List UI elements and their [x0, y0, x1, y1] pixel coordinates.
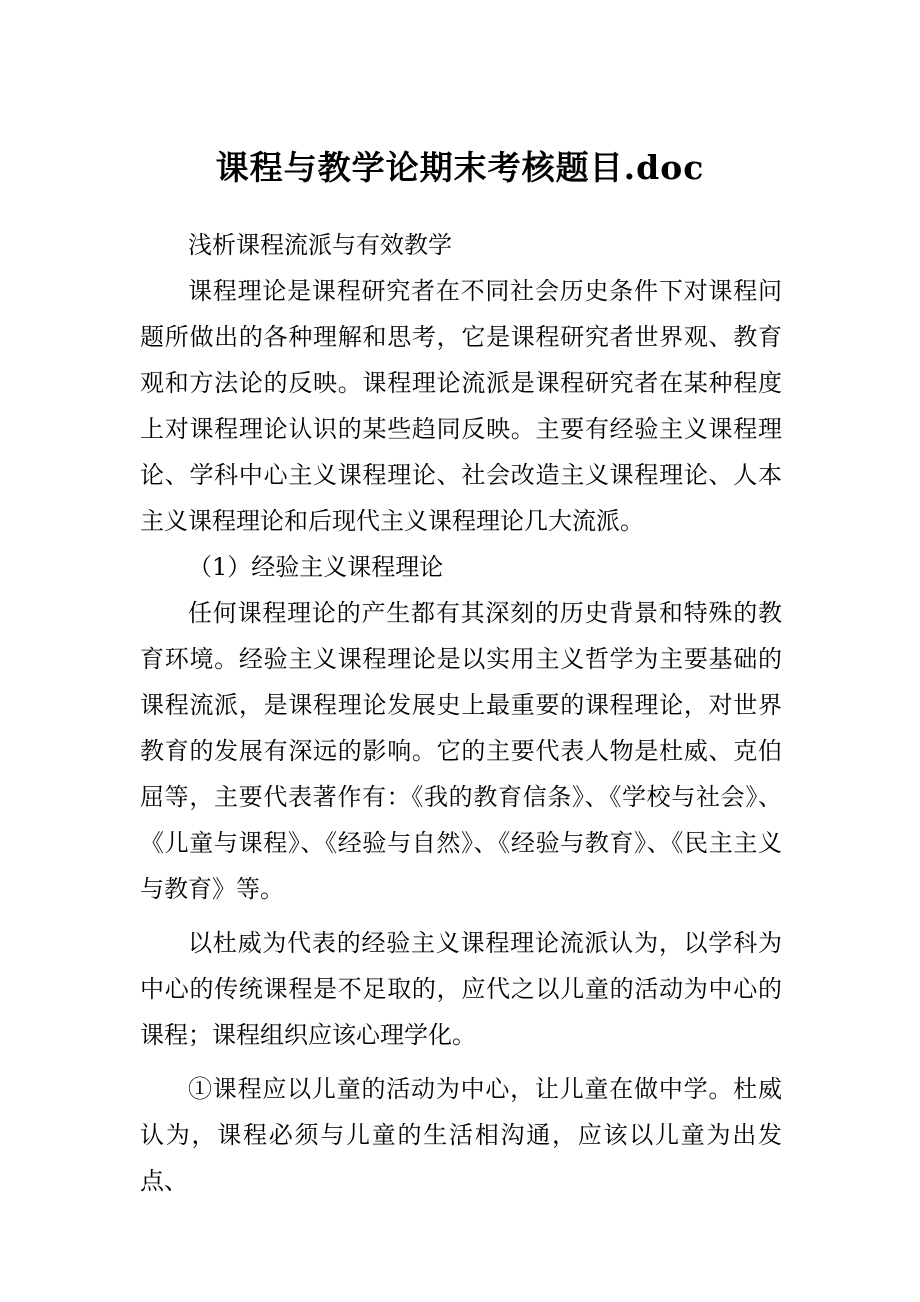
- document-title: 课程与教学论期末考核题目.doc: [215, 148, 705, 187]
- paragraph-point-1: ①课程应以儿童的活动为中心，让儿童在做中学。杜威认为，课程必须与儿童的生活相沟通，应该以儿童为出发点、: [140, 1075, 782, 1195]
- subsection-heading: （1）经验主义课程理论: [188, 553, 444, 581]
- paragraph-intro: 课程理论是课程研究者在不同社会历史条件下对课程问题所做出的各种理解和思考，它是课程研究者世界观、教育观和方法论的反映。课程理论流派是课程研究者在某种程度上对课程理论认识的某些趋同反映。主要有经验主义课程理论、学科中心主义课程理论、社会改造主义课程理论、人本主义课程理论和后现代主义课程理论几大流派。: [140, 277, 782, 535]
- paragraph-background: 任何课程理论的产生都有其深刻的历史背景和特殊的教育环境。经验主义课程理论是以实用主义哲学为主要基础的课程流派，是课程理论发展史上最重要的课程理论，对世界教育的发展有深远的影响。它的主要代表人物是杜威、克伯屈等，主要代表著作有：《我的教育信条》、《学校与社会》、《儿童与课程》、《经验与自然》、《经验与教育》、《民主主义与教育》等。: [140, 599, 782, 903]
- paragraph-dewey-view: 以杜威为代表的经验主义课程理论流派认为，以学科为中心的传统课程是不足取的，应代之以儿童的活动为中心的课程；课程组织应该心理学化。: [140, 929, 782, 1049]
- document-body: [140, 222, 782, 1204]
- section-heading: 浅析课程流派与有效教学: [188, 231, 452, 259]
